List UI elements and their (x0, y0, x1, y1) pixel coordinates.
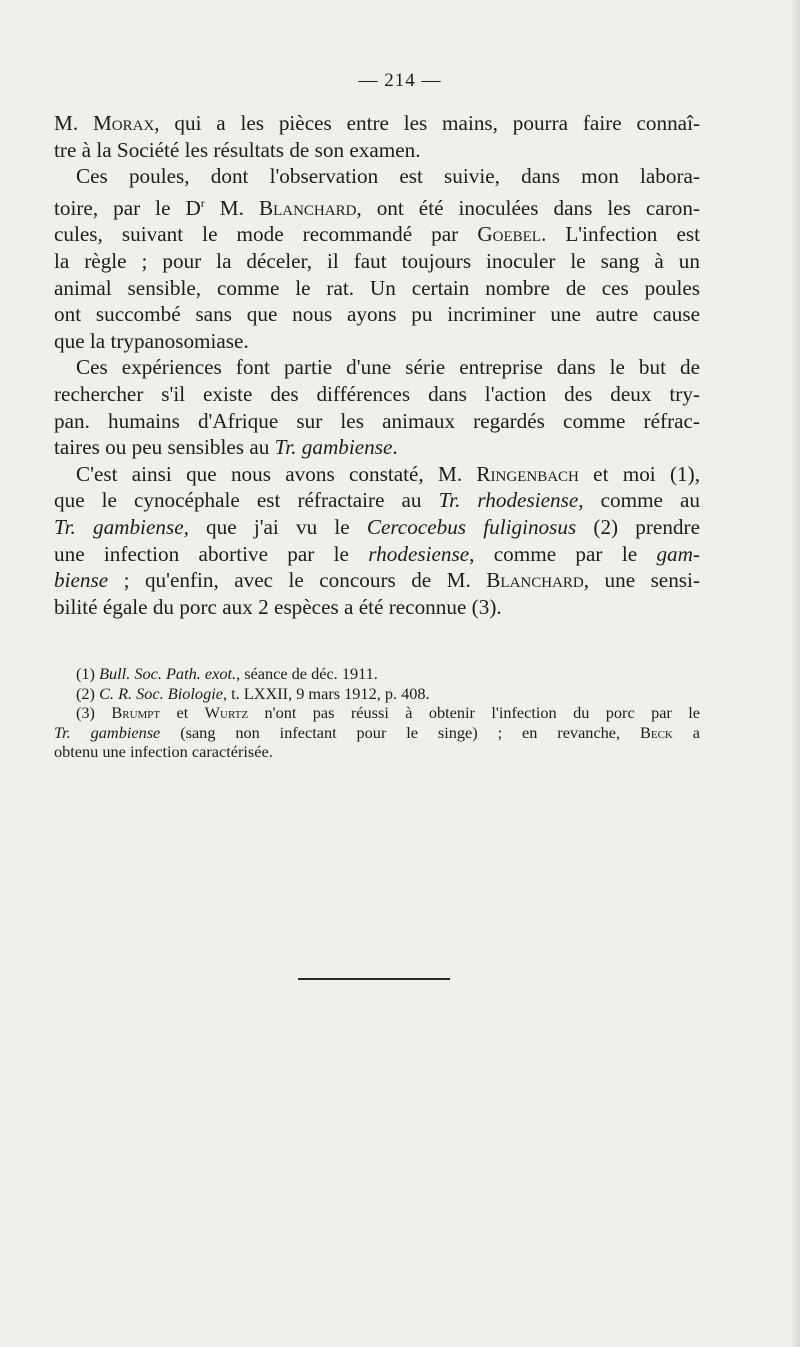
body-line: ont succombé sans que nous ayons pu incriminer une autre cause (54, 302, 700, 327)
body-line: bilité égale du porc aux 2 espèces a été reconnue (3). (54, 594, 502, 619)
body-line: que le cynocéphale est réfractaire au Tr. rhodesiense, comme au (54, 488, 700, 513)
footnote-2: (2) C. R. Soc. Biologie, t. LXXII, 9 mars 1912, p. 408. (76, 683, 430, 703)
footnote-3-end: obtenu une infection caractérisée. (54, 742, 273, 762)
body-line: biense ; qu'enfin, avec le concours de M. Blanchard, une sensi- (54, 568, 700, 593)
page-edge-shadow (790, 0, 800, 1347)
footnote-3-continued: Tr. gambiense (sang non infectant pour le singe) ; en revanche, Beck a (54, 722, 700, 742)
body-line: toire, par le $D^r$ M. Blanchard, ont été inoculées dans les caron- (54, 195, 700, 220)
body-text (54, 110, 700, 620)
body-line: C'est ainsi que nous avons constaté, M. Ringenbach et moi (1), (76, 461, 700, 486)
body-line: la règle ; pour la déceler, il faut toujours inoculer le sang à un (54, 249, 700, 274)
body-line: M. Morax, qui a les pièces entre les mains, pourra faire connaî- (54, 111, 700, 135)
footnote-3: (3) Brumpt et Wurtz n'ont pas réussi à obtenir l'infection du porc par le (76, 703, 700, 723)
footnote-1: (1) Bull. Soc. Path. exot., séance de déc. 1911. (76, 664, 378, 683)
footnotes (54, 664, 700, 762)
end-rule (298, 978, 450, 980)
body-line: rechercher s'il existe des différences dans l'action des deux try- (54, 382, 700, 406)
body-line: cules, suivant le mode recommandé par Goebel. L'infection est (54, 222, 700, 247)
page-number: — 214 — (358, 70, 442, 91)
body-line: Ces poules, dont l'observation est suivie, dans mon labora- (76, 164, 700, 189)
body-line: animal sensible, comme le rat. Un certain nombre de ces poules (54, 275, 700, 300)
body-line: taires ou peu sensibles au Tr. gambiense. (54, 435, 398, 460)
body-line: que la trypanosomiase. (54, 328, 249, 353)
body-line: Tr. gambiense, que j'ai vu le Cercocebus fuliginosus (2) prendre (54, 514, 700, 539)
body-line: tre à la Société les résultats de son examen. (54, 137, 421, 162)
body-line: pan. humains d'Afrique sur les animaux regardés comme réfrac- (54, 408, 700, 433)
body-line: une infection abortive par le rhodesiense, comme par le gam- (54, 541, 700, 566)
body-line: Ces expériences font partie d'une série entreprise dans le but de (76, 355, 700, 380)
